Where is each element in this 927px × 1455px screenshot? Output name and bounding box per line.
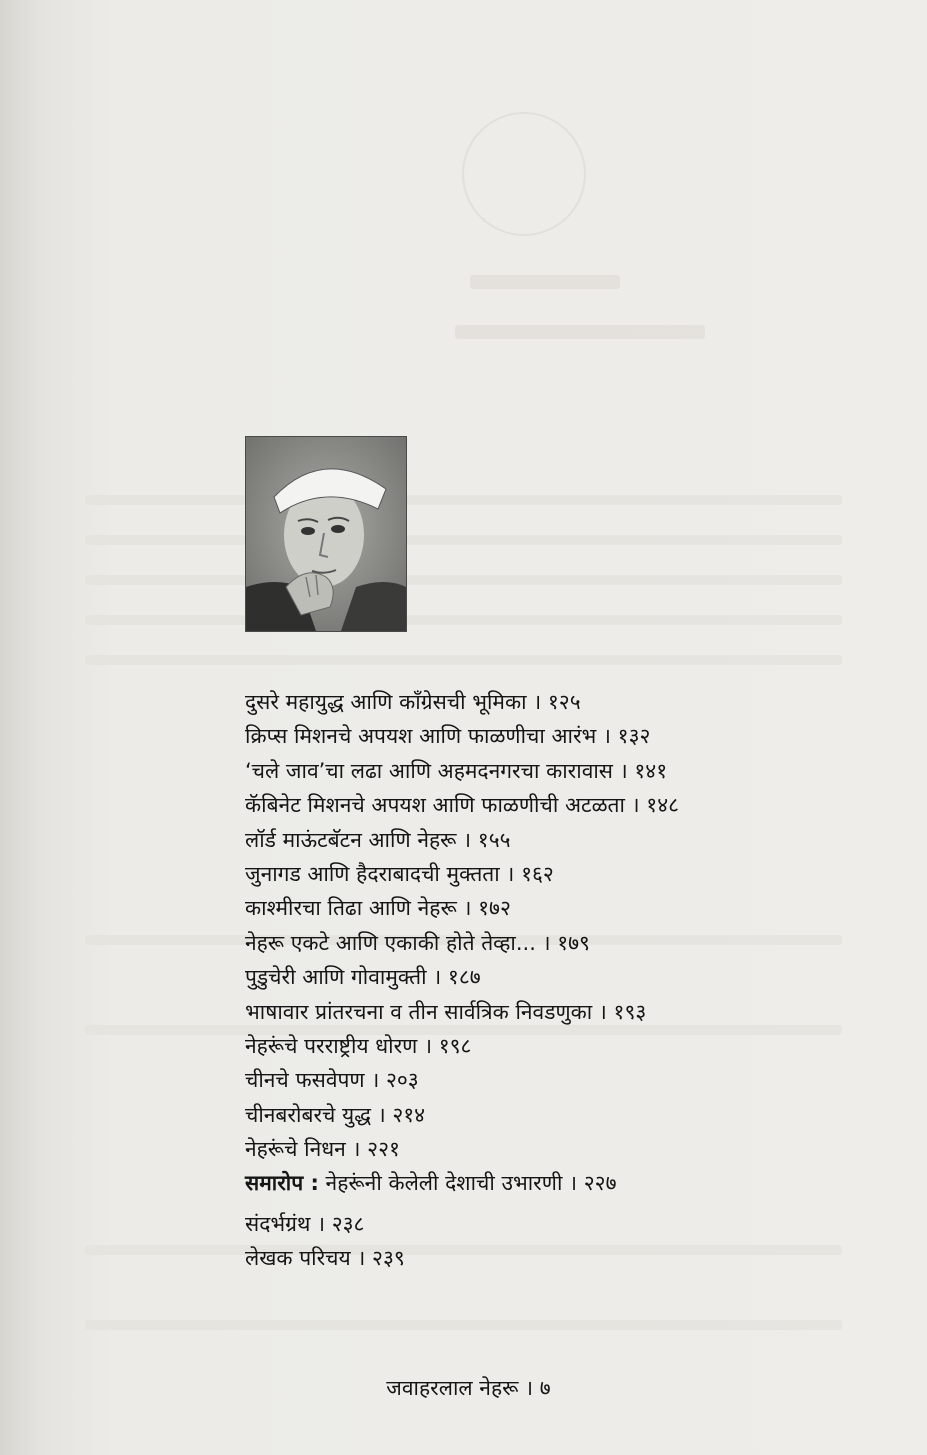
toc-entry [245,788,865,822]
toc-entry-page: १४८ [646,793,680,818]
toc-entry [245,995,865,1029]
toc-entry [245,926,865,960]
toc-entry [245,1029,865,1063]
page-number: ७ [539,1376,551,1400]
toc-entry-separator: । [506,861,515,886]
toc-entry-separator: । [533,690,542,714]
toc-entry [245,891,865,925]
toc-entry-title: पुडुचेरी आणि गोवामुक्ती [245,965,427,990]
toc-entry-title: जुनागड आणि हैदराबादची मुक्तता [245,861,500,886]
toc-entry-page: २२१ [367,1137,400,1162]
toc-entry-separator: । [424,1033,433,1058]
toc-entry-page: १६२ [521,861,554,886]
page-footer [0,1374,927,1402]
toc-entry-page: १९८ [438,1033,472,1058]
toc-entry-page: १५५ [477,827,511,852]
toc-entry [245,719,865,753]
toc-entry-separator: । [598,999,607,1024]
table-of-contents [245,685,865,1276]
toc-entry-separator: । [569,1171,578,1196]
toc-entry-title: काश्मीरचा तिढा आणि नेहरू [245,896,457,921]
portrait-illustration [246,437,406,631]
toc-entry-page: १७९ [557,930,590,955]
toc-entry-title: नेहरूंनी केलेली देशाची उभारणी [325,1171,563,1196]
toc-entry-separator: । [433,965,442,990]
toc-entry-separator: । [631,793,640,818]
portrait-photo [245,436,407,632]
toc-entry-title: नेहरूंचे निधन [245,1137,346,1162]
toc-entry [245,1132,865,1166]
toc-entry-title: दुसरे महायुद्ध आणि काँग्रेसची भूमिका [245,690,527,714]
toc-entry-separator: । [463,896,472,921]
toc-entry-separator: । [357,1246,366,1271]
toc-entry [245,960,865,994]
toc-entry-page: १२५ [547,690,581,714]
bleed-through-line [85,575,842,585]
toc-entry [245,1207,865,1241]
toc-entry [245,1098,865,1132]
bleed-through-line [455,325,705,339]
running-title: जवाहरलाल नेहरू [386,1376,519,1400]
toc-entry-separator: । [619,758,628,783]
toc-entry-title: ‘चले जाव’चा लढा आणि अहमदनगरचा कारावास [245,758,614,783]
toc-entry-page: १३२ [617,724,651,749]
toc-entry [245,685,865,719]
toc-entry [245,1063,865,1097]
bleed-through-line [470,275,620,289]
toc-entry-page: १८७ [447,965,481,990]
toc-entry [245,1166,865,1200]
toc-entry-title: क्रिप्स मिशनचे अपयश आणि फाळणीचा आरंभ [245,724,597,749]
bleed-through-line [85,655,842,665]
toc-entry-page: २१४ [392,1102,426,1127]
toc-entry-page: २२७ [583,1171,617,1196]
toc-entry-page: २३८ [331,1211,365,1236]
toc-entry-title: चीनबरोबरचे युद्ध [245,1102,371,1127]
toc-entry-separator: । [352,1137,361,1162]
toc-entry-page: १७२ [478,896,511,921]
toc-entry-separator: । [377,1102,386,1127]
toc-entry-page: २३९ [372,1246,405,1271]
toc-entry [245,823,865,857]
bleed-through-line [85,1320,842,1330]
toc-entry-title: भाषावार प्रांतरचना व तीन सार्वत्रिक निवडणुका [245,999,593,1024]
toc-entry [245,1241,865,1275]
bleed-through-line [85,535,842,545]
bleed-through-line [85,615,842,625]
bleed-through-emblem [462,112,586,236]
toc-entry-title: संदर्भग्रंथ [245,1211,311,1236]
toc-entry [245,857,865,891]
toc-entry-page: १९३ [613,999,647,1024]
toc-entry-separator: । [371,1068,380,1093]
toc-entry [245,754,865,788]
toc-entry-page: १४१ [634,758,668,783]
toc-entry-title: नेहरूंचे परराष्ट्रीय धोरण [245,1033,418,1058]
toc-entry-title: लेखक परिचय [245,1246,351,1271]
toc-entry-title: नेहरू एकटे आणि एकाकी होते तेव्हा... [245,930,536,955]
toc-entry-separator: । [603,724,611,749]
footer-separator: । [525,1376,534,1400]
toc-entry-separator: । [463,827,472,852]
toc-entry-separator: । [542,930,551,955]
toc-entry-title: लॉर्ड माऊंटबॅटन आणि नेहरू [245,827,457,852]
toc-entry-page: २०३ [385,1068,419,1093]
toc-entry-title: चीनचे फसवेपण [245,1068,365,1093]
toc-entry-separator: । [317,1211,326,1236]
toc-entry-prefix: समारोप : [245,1171,319,1196]
bleed-through-line [85,495,842,505]
toc-entry-title: कॅबिनेट मिशनचे अपयश आणि फाळणीची अटळता [245,793,625,818]
